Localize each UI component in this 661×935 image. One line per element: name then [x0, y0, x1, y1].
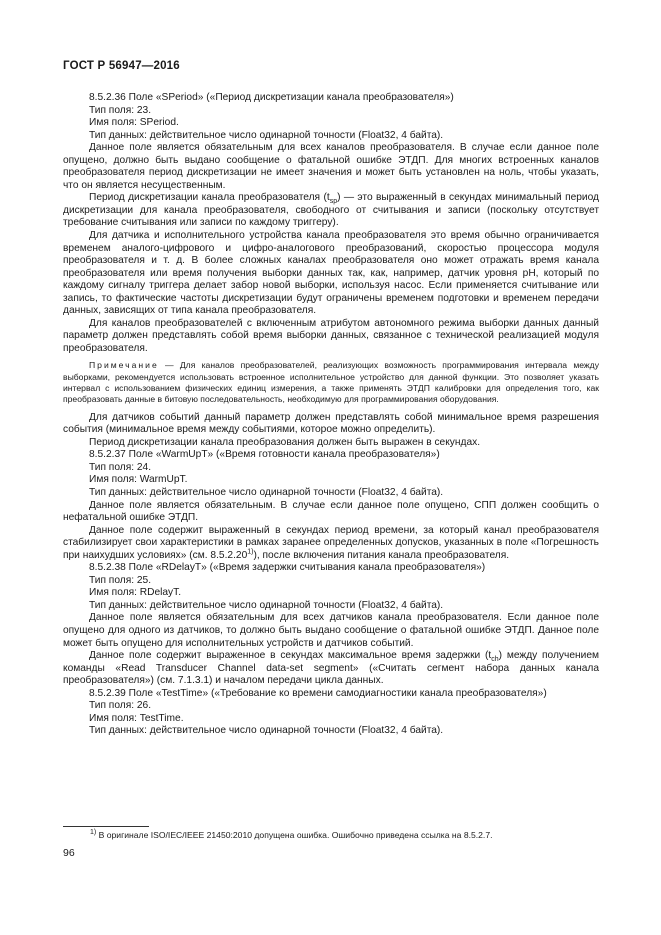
field-type-line: Тип поля: 26. [89, 700, 152, 712]
field-name-line: Имя поля: RDelayT. [89, 587, 182, 599]
footnote-divider [63, 826, 149, 827]
field-type-line: Тип поля: 25. [89, 574, 152, 586]
field-name-line: Имя поля: TestTime. [89, 712, 184, 724]
paragraph: Данное поле является обязательным. В случае если данное поле опущено, СПП должен сообщить о нефатальной ошибке ЭТДП. [63, 499, 599, 524]
field-name-line: Имя поля: SPeriod. [89, 117, 179, 129]
section-title-warmupt: 8.5.2.37 Поле «WarmUpT» («Время готовности канала преобразователя») [89, 449, 440, 461]
data-type-line: Тип данных: действительное число одинарной точности (Float32, 4 байта). [89, 129, 444, 141]
field-type-line: Тип поля: 23. [89, 104, 152, 116]
paragraph-definition: Данное поле содержит выраженное в секундах максимальное время задержки $(t_{ch})$ между получением команды «Read Transducer Channel data-set segment» («Считать сегмент набора данных канала преобразователя») (см. 7.1.3.1) и началом передачи цикла данных. [63, 650, 599, 687]
data-type-line: Тип данных: действительное число одинарной точности (Float32, 4 байта). [89, 725, 444, 737]
paragraph-definition: Данное поле содержит выраженный в секундах период времени, за который канал преобразователя стабилизирует свои характеристики в рамках заранее определенных допусков, указанных в поле «Погрешность при наихудших условиях» (см. 8.5.2.20$^{1)}$), после включения питания канала преобразователя. [63, 524, 599, 561]
field-name-line: Имя поля: WarmUpT. [89, 474, 188, 486]
paragraph-definition: Период дискретизации канала преобразователя $(t_{sp})$ — это выраженный в секундах минимальный период дискретизации для канала преобразователя, свободного от считывания и записи (поскольку отсутствует требование считывания или записи по каждому триггеру). [63, 192, 600, 229]
data-type-line: Тип данных: действительное число одинарной точности (Float32, 4 байта). [89, 486, 444, 498]
footnote-ref: 1) [247, 548, 254, 556]
note [63, 360, 599, 405]
field-type-line: Тип поля: 24. [89, 461, 152, 473]
page-body [63, 92, 599, 738]
section-title-rdelayt: 8.5.2.38 Поле «RDelayT» («Время задержки считывания канала преобразователя») [89, 562, 486, 574]
note-label: Примечание [89, 360, 159, 371]
paragraph: Период дискретизации канала преобразования должен быть выражен в секундах. [89, 436, 481, 448]
document-header: ГОСТ Р 56947—2016 [63, 60, 180, 72]
paragraph: Для каналов преобразователей с включенным атрибутом автономного режима выборки данных данный параметр должен представлять собой время выборки данных, связанное с технической реализацией модуля преобразователя. [63, 317, 599, 354]
footnote-text: В оригинале ISO/IEC/IEEE 21450:2010 допущена ошибка. Ошибочно приведена ссылка на 8.5.2.7. [96, 830, 493, 840]
subscript: ch [491, 656, 499, 664]
note-text: — Для каналов преобразователей, реализующих возможность программирования интервала между выборками, рекомендуется использовать встроенное исполнительное устройство для данной функции. Это позволяет указать интервал с использованием физических единиц измерения, а также применять ЭТДП калибровки для определения того, как преобразовать данные в битовую последовательность, необходимую для программирования оборудования. [63, 360, 599, 405]
section-title-testtime: 8.5.2.39 Поле «TestTime» («Требование ко времени самодиагностики канала преобразователя») [89, 687, 547, 699]
paragraph: Данное поле является обязательным для всех датчиков канала преобразователя. Если данное поле опущено для одного из датчиков, то должно быть выдано сообщение о фатальной ошибке ЭТДП. Данное поле может быть опущено для исполнительных устройств и датчиков событий. [63, 612, 599, 649]
paragraph: Для датчика и исполнительного устройства канала преобразователя это время обычно ограничивается временем аналого-цифрового и цифро-аналогового преобразований, скоростью процессора модуля преобразователя и т. д. В более сложных каналах преобразователя оно может отражать время канала преобразователя или время получения выборки данных так, как, например, датчик уровня pH, который по каждому сигналу триггера делает забор новой выборки, используя насос. Если применяется считывание или запись, то фактические частоты дискретизации будут ограничены временем подготовки и временем передачи данных, зависящих от типа канала преобразователя. [63, 230, 599, 317]
footnote [90, 830, 610, 841]
footnote-mark: 1) [90, 829, 97, 837]
paragraph: Для датчиков событий данный параметр должен представлять собой минимальное время разрешения события (минимальное время между событиями, которое можно определить). [63, 411, 599, 436]
paragraph: Данное поле является обязательным для всех каналов преобразователя. В случае если данное поле опущено, должно быть выдано сообщение о фатальной ошибке ЭТДП. Для многих встроенных каналов преобразователя период дискретизации не имеет значения и может быть установлен на ноль, чтобы указать, что он является несущественным. [63, 142, 599, 191]
subscript: sp [329, 198, 338, 206]
section-title-speriod: 8.5.2.36 Поле «SPeriod» («Период дискретизации канала преобразователя») [89, 92, 454, 103]
data-type-line: Тип данных: действительное число одинарной точности (Float32, 4 байта). [89, 599, 444, 611]
page-number: 96 [63, 847, 75, 859]
